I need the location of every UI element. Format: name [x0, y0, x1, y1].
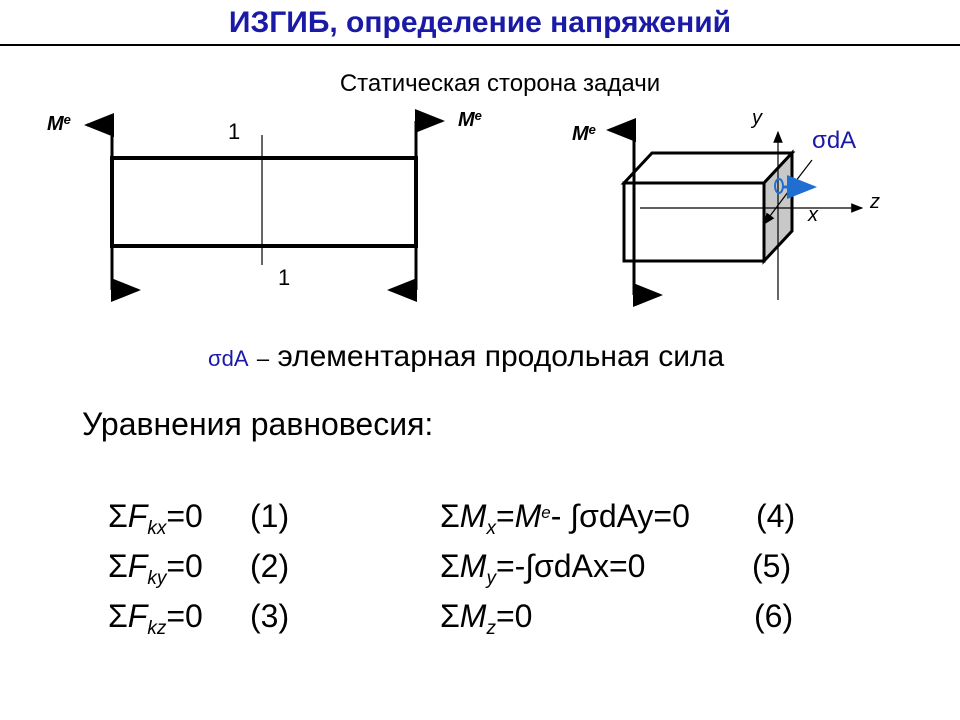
definition-text: элементарная продольная сила [277, 340, 725, 373]
beam-diagram [0, 0, 960, 340]
x-axis-label: x [808, 204, 818, 226]
equation-5: $\Sigma M_y=-\int\sigma dAx=0$ (5) [440, 548, 792, 589]
equation-3: $\Sigma F_{kz}=0$ (3) [108, 598, 290, 639]
element-moment-label: Me [572, 122, 596, 145]
section-label-top: 1 [228, 119, 241, 144]
equation-1-number: (1) [250, 498, 290, 534]
element-front-face [624, 183, 764, 261]
equation-6: $\Sigma M_z=0$ (6) [440, 598, 794, 639]
definition-dash: – [256, 346, 270, 371]
equation-6-number: (6) [754, 598, 794, 634]
equation-4: $\Sigma M_x=M^e-$ ∫σdAy=0 (4) [440, 498, 796, 539]
equation-3-number: (3) [250, 598, 290, 634]
z-axis-label: z [870, 191, 880, 213]
left-moment-label: Me [47, 112, 71, 135]
equation-4-number: (4) [756, 498, 796, 534]
y-axis-label: y [752, 107, 762, 129]
slide-title: ИЗГИБ, определение напряжений [228, 6, 732, 39]
force-label: σdA [812, 127, 857, 154]
force-definition [208, 340, 724, 374]
definition-symbol: σdA [208, 346, 249, 371]
right-moment-label: Me [458, 108, 482, 131]
equations-heading: Уравнения равновесия: [82, 406, 434, 442]
beam-rect [112, 158, 416, 246]
equation-2-number: (2) [250, 548, 290, 584]
slide-subtitle: Статическая сторона задачи [339, 70, 661, 97]
equation-5-number: (5) [752, 548, 792, 584]
equation-1: $\Sigma F_{kx}=0$ (1) [108, 498, 290, 539]
section-label-bottom: 1 [278, 265, 291, 290]
equation-2: $\Sigma F_{ky}=0$ (2) [108, 548, 290, 589]
x-axis-upper [792, 160, 812, 186]
